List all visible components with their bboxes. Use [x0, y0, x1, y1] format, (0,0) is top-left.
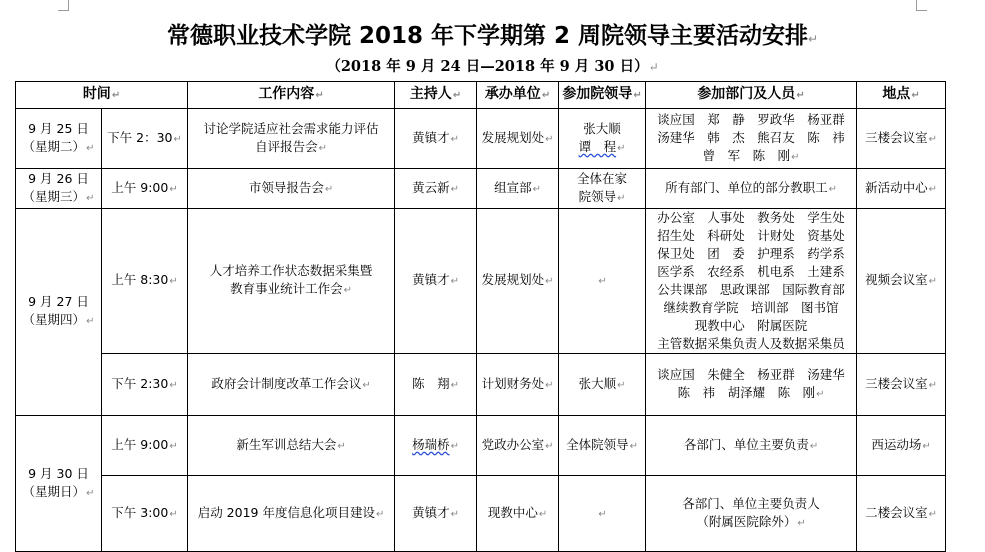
header-content: 工作内容↵ — [188, 82, 395, 109]
host-cell: 黄镇才↵ — [395, 209, 477, 354]
day-cell: 9 月 26 日 （星期三）↵ — [16, 169, 102, 209]
leaders-cell: 全体在家 院领导↵ — [559, 169, 646, 209]
document-subtitle: （2018 年 9 月 24 日—2018 年 9 月 30 日）↵ — [326, 58, 659, 75]
time-cell: 上午 8:30↵ — [102, 209, 188, 354]
leaders-cell: ↵ — [559, 209, 646, 354]
table-row — [16, 209, 946, 354]
leaders-cell: 张大顺↵ — [559, 354, 646, 416]
day-cell: 9 月 30 日 （星期日）↵ — [16, 416, 102, 552]
place-cell: 三楼会议室↵ — [857, 354, 946, 416]
leaders-cell: 全体院领导↵ — [559, 416, 646, 476]
table-row — [16, 354, 946, 416]
host-cell: 杨瑞桥↵ — [395, 416, 477, 476]
participants-cell: 办公室 人事处 教务处 学生处 招生处 科研处 计财处 资基处 保卫处 团 委 护理系 药学系 医学系 农经系 机电系 土建系 公共课部 思政课部 国际教育部 继续教育学院 培训部 图书馆 现教中心 附属医院 主管数据采集负责人及数据采集员 — [646, 209, 857, 354]
place-cell: 视频会议室↵ — [857, 209, 946, 354]
content-cell: 市领导报告会↵ — [188, 169, 395, 209]
organizer-cell: 现教中心↵ — [477, 476, 559, 552]
content-cell: 讨论学院适应社会需求能力评估 自评报告会↵ — [188, 109, 395, 169]
host-cell: 黄云新↵ — [395, 169, 477, 209]
page-corner-mark-left — [58, 0, 69, 11]
schedule-table — [15, 81, 946, 552]
table-row — [16, 476, 946, 552]
header-participants: 参加部门及人员↵ — [646, 82, 857, 109]
table-row — [16, 416, 946, 476]
participants-cell: 所有部门、单位的部分教职工↵ — [646, 169, 857, 209]
header-place: 地点↵ — [857, 82, 946, 109]
organizer-cell: 计划财务处↵ — [477, 354, 559, 416]
place-cell: 三楼会议室↵ — [857, 109, 946, 169]
day-cell: 9 月 27 日 （星期四）↵ — [16, 209, 102, 416]
place-cell: 二楼会议室↵ — [857, 476, 946, 552]
participants-cell: 谈应国 郑 静 罗政华 杨亚群 汤建华 韩 杰 熊召友 陈 祎 曾 军 陈 刚↵ — [646, 109, 857, 169]
content-cell: 启动 2019 年度信息化项目建设↵ — [188, 476, 395, 552]
participants-cell: 各部门、单位主要负责人 （附属医院除外）↵ — [646, 476, 857, 552]
place-cell: 西运动场↵ — [857, 416, 946, 476]
host-cell: 陈 翔↵ — [395, 354, 477, 416]
content-cell: 新生军训总结大会↵ — [188, 416, 395, 476]
leaders-cell: ↵ — [559, 476, 646, 552]
page-corner-mark-right — [916, 0, 927, 11]
time-cell: 上午 9:00↵ — [102, 169, 188, 209]
document-title: 常德职业技术学院 2018 年下学期第 2 周院领导主要活动安排↵ — [166, 23, 819, 49]
organizer-cell: 党政办公室↵ — [477, 416, 559, 476]
time-cell: 下午 2：30↵ — [102, 109, 188, 169]
table-header-row — [16, 82, 946, 109]
participants-cell: 谈应国 朱健全 杨亚群 汤建华 陈 祎 胡泽耀 陈 刚↵ — [646, 354, 857, 416]
leaders-cell: 张大顺 谭 程↵ — [559, 109, 646, 169]
day-cell: 9 月 25 日 （星期二）↵ — [16, 109, 102, 169]
time-cell: 下午 2:30↵ — [102, 354, 188, 416]
organizer-cell: 发展规划处↵ — [477, 109, 559, 169]
time-cell: 上午 9:00↵ — [102, 416, 188, 476]
header-organizer: 承办单位↵ — [477, 82, 559, 109]
place-cell: 新活动中心↵ — [857, 169, 946, 209]
time-cell: 下午 3:00↵ — [102, 476, 188, 552]
header-time: 时间↵ — [16, 82, 188, 109]
content-cell: 人才培养工作状态数据采集暨 教育事业统计工作会↵ — [188, 209, 395, 354]
host-cell: 黄镇才↵ — [395, 109, 477, 169]
organizer-cell: 组宣部↵ — [477, 169, 559, 209]
content-cell: 政府会计制度改革工作会议↵ — [188, 354, 395, 416]
organizer-cell: 发展规划处↵ — [477, 209, 559, 354]
host-cell: 黄镇才↵ — [395, 476, 477, 552]
header-leaders: 参加院领导↵ — [559, 82, 646, 109]
table-row — [16, 169, 946, 209]
header-host: 主持人↵ — [395, 82, 477, 109]
participants-cell: 各部门、单位主要负责↵ — [646, 416, 857, 476]
table-row — [16, 109, 946, 169]
